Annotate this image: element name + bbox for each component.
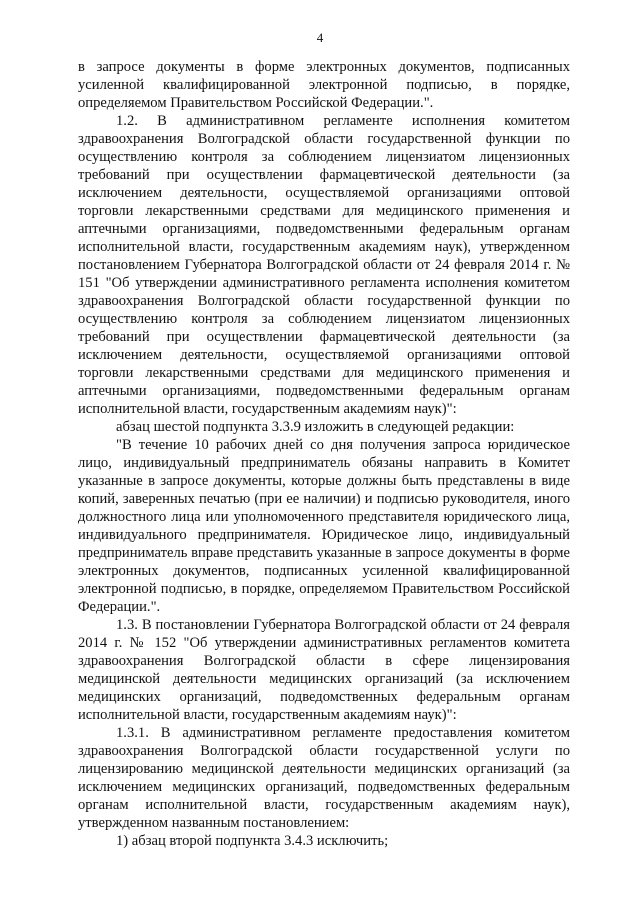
- paragraph-1-3: 1.3. В постановлении Губернатора Волгоградской области от 24 февраля 2014 г. № 152 "Об утверждении административных регламентов комитета здравоохранения Волгоградской области в сфере лицензирования медицинской деятельности медицинских организаций (за исключением медицинских организаций, подведомственных федеральным органам исполнительной власти, государственным академиям наук)":: [78, 617, 570, 723]
- paragraph-1-2: 1.2. В административном регламенте исполнения комитетом здравоохранения Волгоградской области государственной функции по осуществлению контроля за соблюдением лицензиатом лицензионных требований при осуществлении фармацевтической деятельности (за исключением деятельности, осуществляемой организациями оптовой торговли лекарственными средствами для медицинского применения и аптечными организациями, подведомственными федеральным органам исполнительной власти, государственным академиям наук), утвержденном постановлением Губернатора Волгоградской области от 24 февраля 2014 г. № 151 "Об утверждении административного регламента исполнения комитетом здравоохранения Волгоградской области государственной функции по осуществлению контроля за соблюдением лицензиатом лицензионных требований при осуществлении фармацевтической деятельности (за исключением деятельности, осуществляемой организациями оптовой торговли лекарственными средствами для медицинского применения и аптечными организациями, подведомственными федеральным органам исполнительной власти, государственным академиям наук)":: [78, 113, 570, 417]
- paragraph-continuation: в запросе документы в форме электронных документов, подписанных усиленной квалифицированной электронной подписью, в порядке, определяемом Правительством Российской Федерации.".: [78, 59, 570, 111]
- page-number: 4: [316, 30, 324, 45]
- paragraph-amendment-instruction: абзац шестой подпункта 3.3.9 изложить в следующей редакции:: [116, 419, 515, 435]
- paragraph-quoted-text: "В течение 10 рабочих дней со дня получения запроса юридическое лицо, индивидуальный предприниматель обязаны направить в Комитет указанные в запросе документы, которые должны быть представлены в виде копий, заверенных печатью (при ее наличии) и подписью руководителя, иного должностного лица или уполномоченного представителя юридического лица, индивидуального предпринимателя. Юридическое лицо, индивидуальный предприниматель вправе представить указанные в запросе документы в форме электронных документов, подписанных усиленной квалифицированной электронной подписью, в порядке, определяемом Правительством Российской Федерации.".: [78, 437, 570, 615]
- paragraph-item-1: 1) абзац второй подпункта 3.4.3 исключить;: [116, 833, 389, 849]
- paragraph-1-3-1: 1.3.1. В административном регламенте предоставления комитетом здравоохранения Волгоградской области государственной услуги по лицензированию медицинской деятельности медицинских организаций (за исключением медицинских организаций, подведомственных федеральным органам исполнительной власти, государственным академиям наук), утвержденном названным постановлением:: [78, 725, 570, 831]
- document-body: [78, 58, 570, 850]
